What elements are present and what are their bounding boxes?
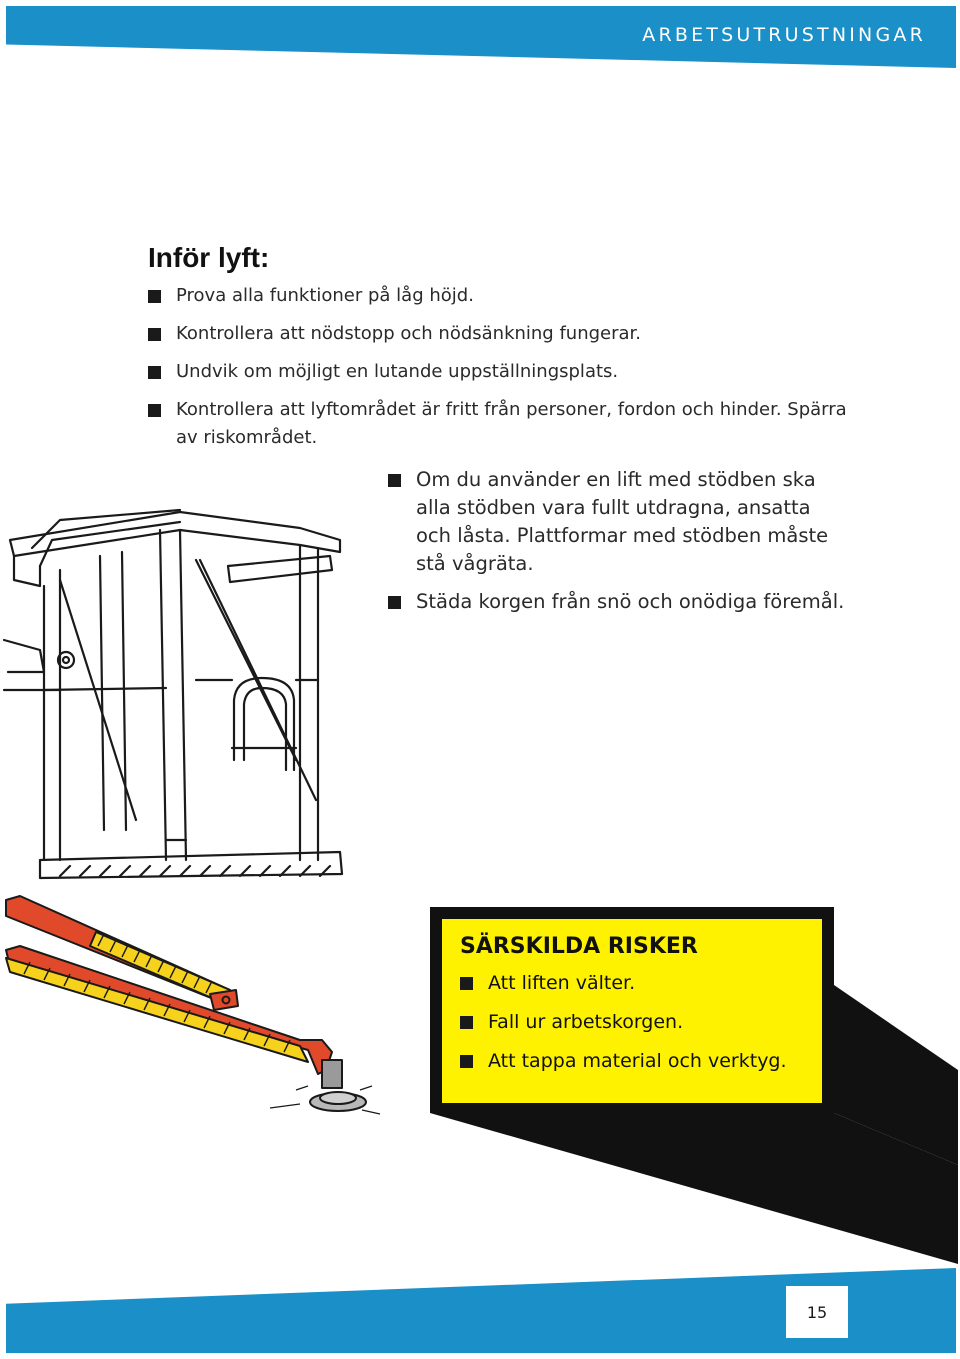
bullet-square-icon: [460, 977, 473, 990]
list-item: Prova alla funktioner på låg höjd.: [148, 282, 868, 310]
bullet-square-icon: [460, 1016, 473, 1029]
list-item: Kontrollera att lyftområdet är fritt från personer, fordon och hinder. Spärra av riskområdet.: [148, 396, 868, 452]
page-number-box: [786, 1286, 848, 1338]
bullet-square-icon: [460, 1055, 473, 1068]
list-item: Om du använder en lift med stödben ska alla stödben vara fullt utdragna, ansatta och låsta. Plattformar med stödben måste stå vågräta.: [388, 466, 848, 578]
risk-title: SÄRSKILDA RISKER: [460, 934, 698, 959]
page-number: 15: [806, 1302, 828, 1322]
list-item: Städa korgen från snö och onödiga föremål.: [388, 588, 848, 616]
list-item: Kontrollera att nödstopp och nödsänkning fungerar.: [148, 320, 868, 348]
header-title: ARBETSUTRUSTNINGAR: [642, 24, 926, 46]
risk-list: [460, 969, 820, 1086]
list-item: Att liften välter.: [460, 969, 820, 997]
section-heading: Inför lyft:: [148, 242, 270, 273]
list-item: Undvik om möjligt en lutande uppställningsplats.: [148, 358, 868, 386]
list-item: Att tappa material och verktyg.: [460, 1047, 820, 1075]
list-item: Fall ur arbetskorgen.: [460, 1008, 820, 1036]
